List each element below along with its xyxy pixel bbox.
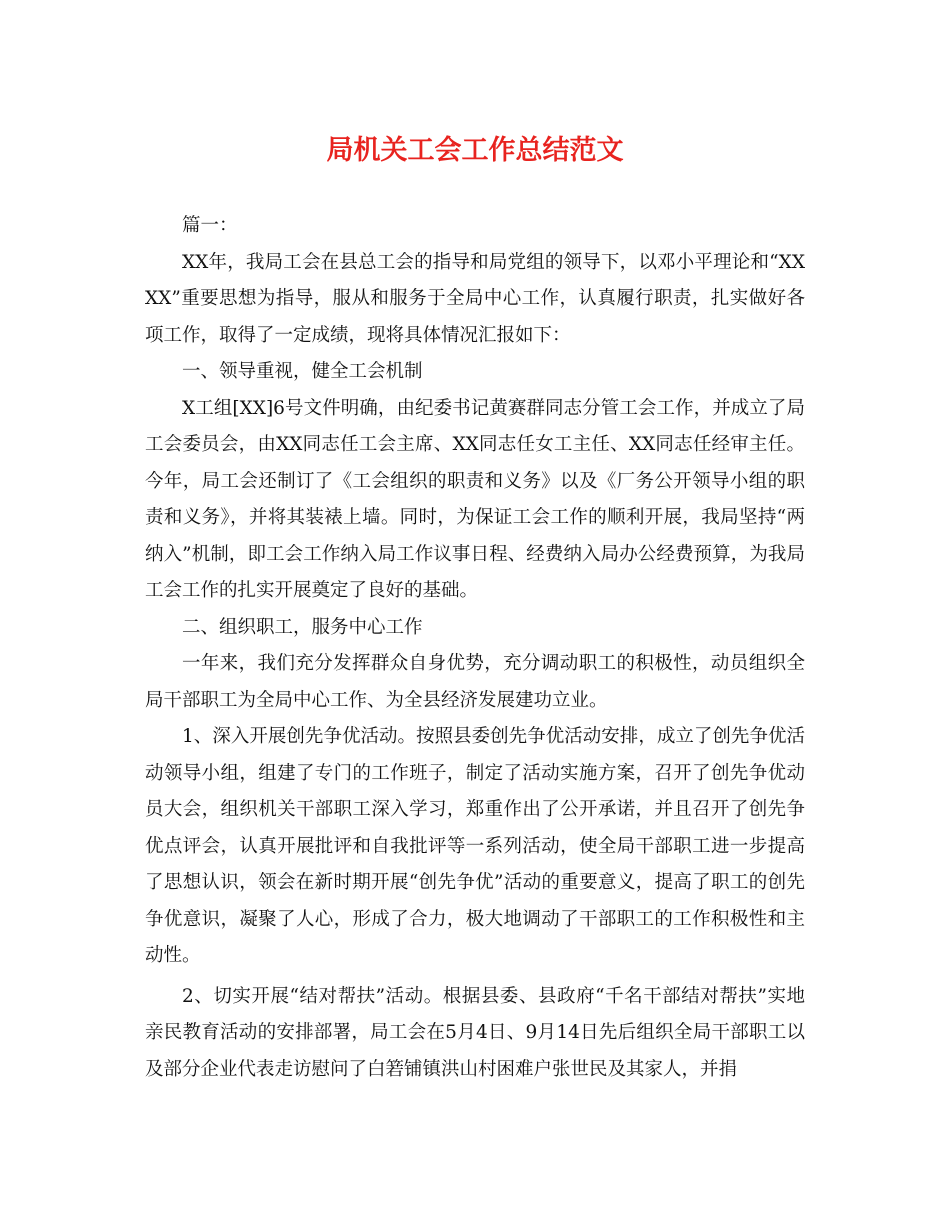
paragraph-item-2: 2、切实开展“结对帮扶”活动。根据县委、县政府“千名干部结对帮扶”实地亲民教育活动的安排部署，局工会在5月4日、9月14日先后组织全局干部职工以及部分企业代表走访慰问了白箬铺镇洪山村困难户张世民及其家人，并捐 xyxy=(145,985,805,1080)
paragraph-section-label: 篇一： xyxy=(182,215,238,236)
paragraph-section-1: X工组[XX]6号文件明确，由纪委书记黄赛群同志分管工会工作，并成立了局工会委员会，由XX同志任工会主席、XX同志任女工主任、XX同志任经审主任。今年，局工会还制订了《工会组织的职责和义务》以及《厂务公开领导小组的职责和义务》，并将其装裱上墙。同时，为保证工会工作的顺利开展，我局坚持“两纳入”机制，即工会工作纳入局工作议事日程、经费纳入局办公经费预算，为我局工会工作的扎实开展奠定了良好的基础。 xyxy=(145,397,805,601)
paragraph-intro: XX年，我局工会在县总工会的指导和局党组的领导下，以邓小平理论和“XXXX”重要思想为指导，服从和服务于全局中心工作，认真履行职责，扎实做好各项工作，取得了一定成绩，现将具体情况汇报如下： xyxy=(145,251,805,346)
document-body xyxy=(145,208,805,1088)
paragraph-item-1: 1、深入开展创先争优活动。按照县委创先争优活动安排，成立了创先争优活动领导小组，组建了专门的工作班子，制定了活动实施方案，召开了创先争优动员大会，组织机关干部职工深入学习，郑重作出了公开承诺，并且召开了创先争优点评会，认真开展批评和自我批评等一系列活动，使全局干部职工进一步提高了思想认识，领会在新时期开展“创先争优”活动的重要意义，提高了职工的创先争优意识，凝聚了人心，形成了合力，极大地调动了干部职工的工作积极性和主动性。 xyxy=(145,726,805,966)
document-title: 局机关工会工作总结范文 xyxy=(326,135,624,166)
heading-section-2: 二、组织职工，服务中心工作 xyxy=(182,616,423,638)
paragraph-section-2: 一年来，我们充分发挥群众自身优势，充分调动职工的积极性，动员组织全局干部职工为全局中心工作、为全县经济发展建功立业。 xyxy=(145,653,805,711)
heading-section-1: 一、领导重视，健全工会机制 xyxy=(182,361,423,382)
